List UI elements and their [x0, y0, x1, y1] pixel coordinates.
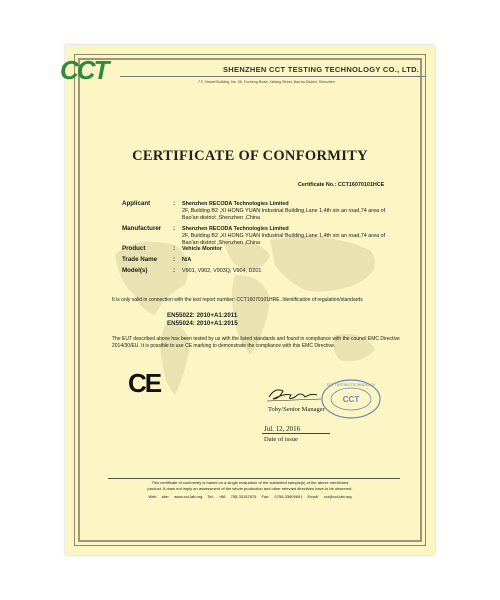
- manufacturer-value: [182, 226, 392, 247]
- company-name: SHENZHEN CCT TESTING TECHNOLOGY CO., LTD.: [223, 65, 420, 74]
- trade-name-value: N/A: [182, 257, 192, 263]
- applicant-name: Shenzhen RECODA Technologies Limited: [182, 201, 289, 207]
- footer-contacts: Web site: www.cct-lab.org Tel: +86 755-33157675 Fax: 0755-33609691 Email: cct@cct-lab.org: [148, 494, 352, 499]
- company-stamp: [320, 378, 382, 420]
- footer-disclaimer-1: This certificate of conformity is based on a single evaluation of the submitted sample(s) of the above mentioned: [151, 480, 349, 485]
- stamp-center-text: CCT: [342, 395, 360, 404]
- signer-name: Toby/Senior Manager: [268, 406, 325, 413]
- colon: :: [173, 267, 176, 274]
- footer-divider: [108, 478, 400, 479]
- standard-2: EN55024: 2010+A1:2015: [167, 320, 238, 327]
- colon: :: [173, 245, 176, 252]
- colon: :: [173, 256, 176, 263]
- colon: :: [173, 225, 176, 232]
- applicant-label: Applicant: [122, 200, 151, 207]
- manufacturer-name: Shenzhen RECODA Technologies Limited: [182, 226, 289, 232]
- issue-date: Jul. 12, 2016: [264, 425, 301, 433]
- standard-1: EN55022: 2010+A1:2011: [167, 312, 238, 319]
- header-divider: [120, 76, 425, 77]
- product-label: Product: [122, 245, 146, 252]
- validity-statement: It is only valid in connection with the test report number: CCT16070101HRE. Identification of regulation/standards: [112, 297, 363, 303]
- footer-disclaimer-2: product. It does not imply an assessment of the whole production and other relevant directives have to be observed.: [147, 486, 353, 491]
- stamp-ring-text: CCT TESTING TECHNOLOGY: [326, 383, 376, 387]
- ce-mark: CE: [128, 368, 161, 398]
- certificate-number: Certificate No.: CCT16070101HCE: [298, 182, 385, 188]
- applicant-address: 2F, Building B2 ,XI HONG YUAN Industrial Building,Lane 1,4th xin an road,74 area of Bao'an district ,Shenzhen ,China: [182, 208, 386, 221]
- models-label: Model(s): [122, 267, 148, 274]
- models-value: V901, V902, V903Q, V904, D201: [182, 268, 262, 274]
- manufacturer-address: 2F, Building B2 ,XI HONG YUAN Industrial Building,Lane 1,4th xin an road,74 area of Bao'an district ,Shenzhen ,China: [182, 233, 386, 246]
- manufacturer-label: Manufacturer: [122, 225, 162, 232]
- company-address: 7 F, Xinwei Building, No. 36, Fucheng Road, Xixiang Street, Bao'an District, Shenzhen: [198, 80, 335, 84]
- trade-name-label: Trade Name: [122, 256, 158, 263]
- cct-logo: CCT: [60, 55, 108, 85]
- colon: :: [173, 200, 176, 207]
- date-caption: Date of issue: [264, 436, 298, 443]
- compliance-statement: The EUT described above has been tested by us with the listed standards and found in compliance with the council EMC Directive 2014/30/EU. It is possible to use CE marking to demonstrate the compliance with this EMC Directive.: [112, 336, 400, 349]
- date-underline: [262, 433, 330, 434]
- signature: [265, 383, 325, 405]
- certificate-title: CERTIFICATE OF CONFORMITY: [132, 148, 368, 164]
- product-value: Vehicle Monitor: [182, 246, 222, 252]
- applicant-value: [182, 201, 392, 222]
